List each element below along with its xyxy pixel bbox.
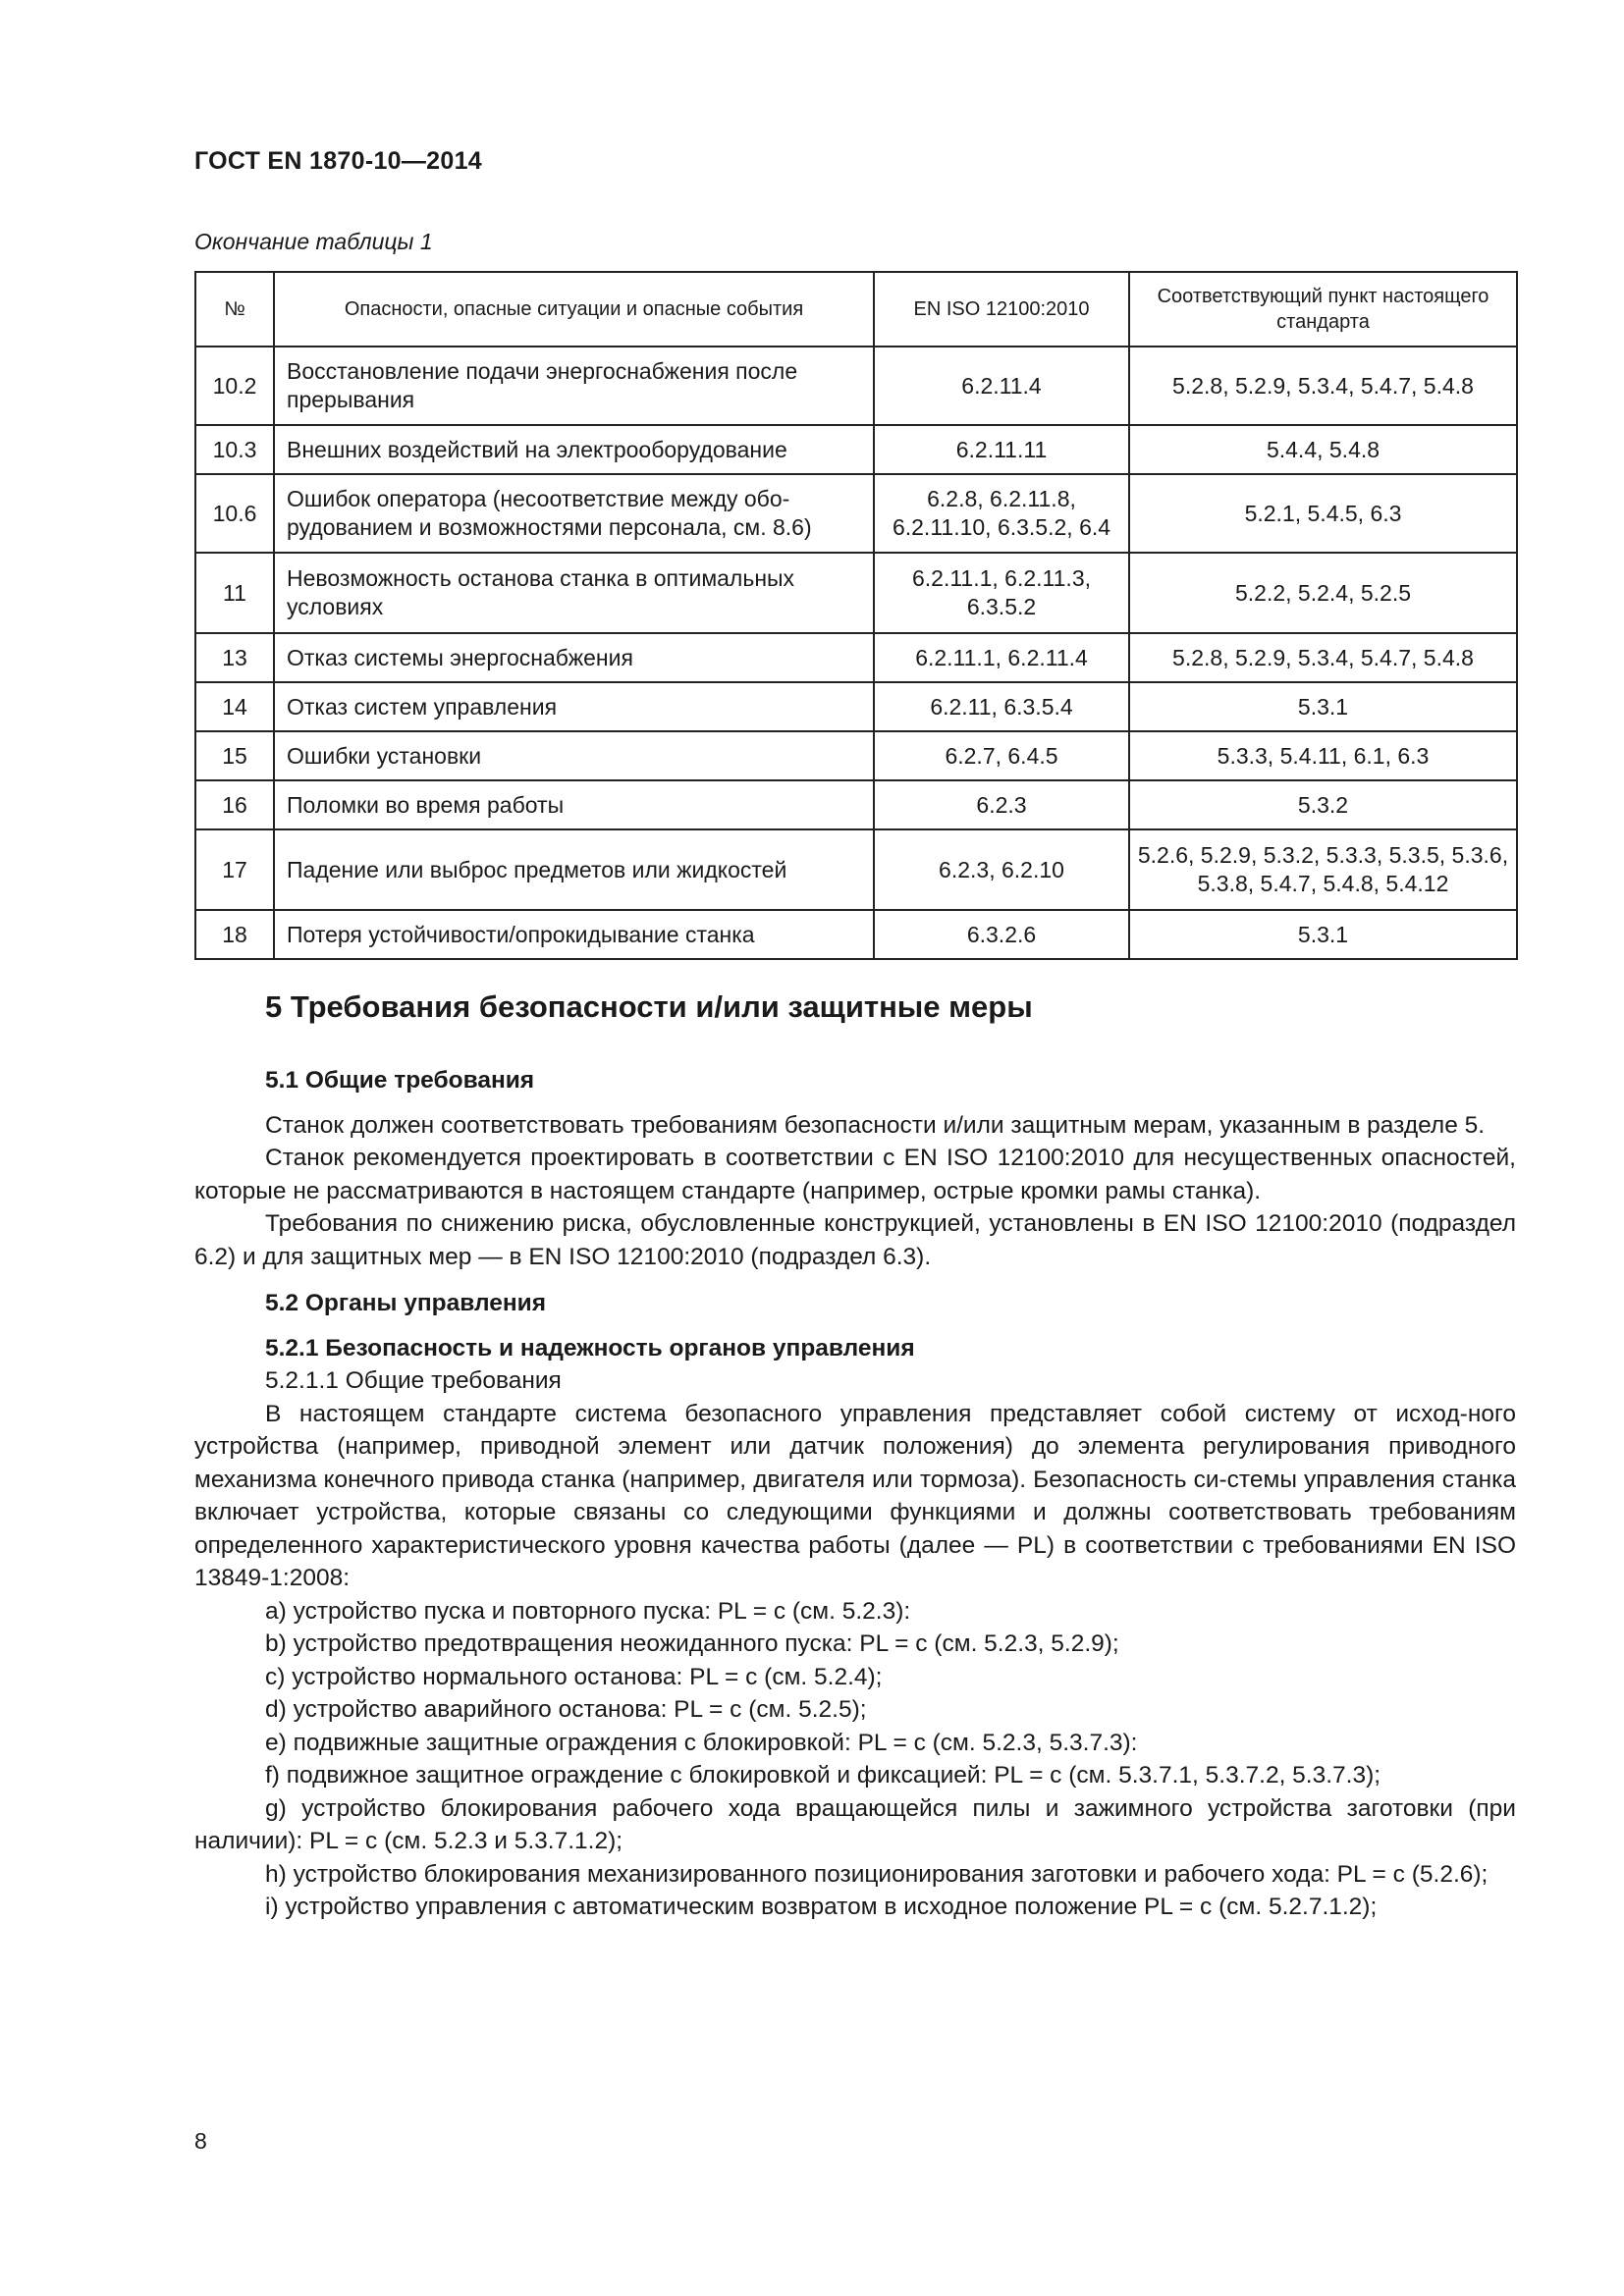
row-iso: 6.2.11.11: [874, 425, 1129, 474]
table-row: [195, 682, 1517, 731]
list-item: h) устройство блокирования механизированного позиционирования заготовки и рабочего хода: PL = c (5.2.6);: [265, 1860, 1489, 1888]
table-row: [195, 731, 1517, 780]
table-row: [195, 553, 1517, 633]
row-number: 18: [195, 910, 274, 959]
list-item: g) устройство блокирования рабочего хода вращающейся пилы и зажимного устройства заготовки (при наличии): PL = c (см. 5.2.3 и 5.3.7.1.2);: [194, 1794, 1516, 1854]
row-number: 10.2: [195, 347, 274, 425]
hazards-table: [194, 271, 1518, 960]
row-clause: 5.2.8, 5.2.9, 5.3.4, 5.4.7, 5.4.8: [1129, 633, 1517, 682]
table-caption: Окончание таблицы 1: [194, 229, 433, 254]
row-number: 16: [195, 780, 274, 829]
table-header-row: [195, 272, 1517, 347]
row-clause: 5.2.2, 5.2.4, 5.2.5: [1129, 553, 1517, 633]
row-clause: 5.3.2: [1129, 780, 1517, 829]
column-header-hazard: Опасности, опасные ситуации и опасные события: [274, 272, 874, 347]
list-item: c) устройство нормального останова: PL = c (см. 5.2.4);: [265, 1663, 883, 1690]
row-hazard: Отказ системы энергоснабжения: [274, 633, 874, 682]
column-header-number: №: [195, 272, 274, 347]
section-5-1-paragraph-3: Требования по снижению риска, обусловленные конструкцией, установлены в EN ISO 12100:2010 (подраздел 6.2) и для защитных мер — в EN ISO 12100:2010 (подраздел 6.3).: [194, 1210, 1516, 1270]
section-5-2-1-1-paragraph: В настоящем стандарте система безопасного управления представляет собой систему от исход-ного устройства (например, приводной элемент или датчик положения) до элемента регулирования приводного механизма конечного привода станка (например, двигателя или тормоза). Безопасность си-стемы управления станка включает устройства, которые связаны со следующими функциями и должны соответствовать требованиям определенного характеристического уровня качества работы (далее — PL) в соответствии с требованиями EN ISO 13849-1:2008:: [194, 1400, 1516, 1591]
row-number: 13: [195, 633, 274, 682]
row-iso: 6.2.3, 6.2.10: [874, 829, 1129, 910]
row-hazard: Невозможность останова станка в оптимальных условиях: [274, 553, 874, 633]
list-item: e) подвижные защитные ограждения с блокировкой: PL = c (см. 5.2.3, 5.3.7.3):: [265, 1729, 1138, 1756]
section-5-body: [194, 988, 1516, 1924]
table-row: [195, 829, 1517, 910]
document-header: ГОСТ EN 1870-10—2014: [194, 147, 482, 175]
row-number: 10.6: [195, 474, 274, 553]
row-iso: 6.2.11.1, 6.2.11.3, 6.3.5.2: [874, 553, 1129, 633]
table-row: [195, 780, 1517, 829]
row-clause: 5.2.8, 5.2.9, 5.3.4, 5.4.7, 5.4.8: [1129, 347, 1517, 425]
row-number: 15: [195, 731, 274, 780]
row-number: 10.3: [195, 425, 274, 474]
list-item: d) устройство аварийного останова: PL = c (см. 5.2.5);: [265, 1696, 867, 1723]
table-row: [195, 633, 1517, 682]
column-header-iso: EN ISO 12100:2010: [874, 272, 1129, 347]
section-5-1-paragraph-2: Станок рекомендуется проектировать в соответствии с EN ISO 12100:2010 для несущественных опасностей, которые не рассматриваются в настоящем стандарте (например, острые кромки рамы станка).: [194, 1145, 1516, 1204]
list-item: f) подвижное защитное ограждение с блокировкой и фиксацией: PL = c (см. 5.3.7.1, 5.3.7.2, 5.3.7.3);: [265, 1762, 1381, 1789]
row-hazard: Поломки во время работы: [274, 780, 874, 829]
row-iso: 6.2.11, 6.3.5.4: [874, 682, 1129, 731]
table-row: [195, 347, 1517, 425]
row-hazard: Восстановление подачи энергоснабжения после прерывания: [274, 347, 874, 425]
table-row: [195, 910, 1517, 959]
section-5-heading: 5 Требования безопасности и/или защитные меры: [265, 989, 1033, 1024]
section-5-2-1-heading: 5.2.1 Безопасность и надежность органов управления: [265, 1334, 915, 1362]
row-iso: 6.3.2.6: [874, 910, 1129, 959]
row-number: 17: [195, 829, 274, 910]
row-clause: 5.3.1: [1129, 910, 1517, 959]
row-hazard: Ошибки установки: [274, 731, 874, 780]
row-hazard: Падение или выброс предметов или жидкостей: [274, 829, 874, 910]
row-clause: 5.2.1, 5.4.5, 6.3: [1129, 474, 1517, 553]
row-iso: 6.2.3: [874, 780, 1129, 829]
row-number: 11: [195, 553, 274, 633]
table-row: [195, 474, 1517, 553]
list-item: i) устройство управления с автоматическим возвратом в исходное положение PL = c (см. 5.2.7.1.2);: [265, 1894, 1378, 1920]
section-5-1-paragraph-1: Станок должен соответствовать требованиям безопасности и/или защитным мерам, указанным в разделе 5.: [265, 1111, 1486, 1139]
list-item: a) устройство пуска и повторного пуска: PL = c (см. 5.2.3):: [265, 1597, 911, 1625]
row-iso: 6.2.7, 6.4.5: [874, 731, 1129, 780]
row-clause: 5.3.1: [1129, 682, 1517, 731]
row-iso: 6.2.11.4: [874, 347, 1129, 425]
row-clause: 5.3.3, 5.4.11, 6.1, 6.3: [1129, 731, 1517, 780]
section-5-2-heading: 5.2 Органы управления: [265, 1290, 547, 1316]
column-header-clause: Соответствующий пункт настоящего стандарта: [1129, 272, 1517, 347]
section-5-1-heading: 5.1 Общие требования: [265, 1067, 535, 1094]
row-clause: 5.4.4, 5.4.8: [1129, 425, 1517, 474]
row-hazard: Внешних воздействий на электрооборудование: [274, 425, 874, 474]
row-number: 14: [195, 682, 274, 731]
row-clause: 5.2.6, 5.2.9, 5.3.2, 5.3.3, 5.3.5, 5.3.6, 5.3.8, 5.4.7, 5.4.8, 5.4.12: [1129, 829, 1517, 910]
list-item: b) устройство предотвращения неожиданного пуска: PL = c (см. 5.2.3, 5.2.9);: [265, 1630, 1119, 1657]
row-hazard: Ошибок оператора (несоответствие между обо-рудованием и возможностями персонала, см. 8.6): [274, 474, 874, 553]
section-5-2-1-1-heading: 5.2.1.1 Общие требования: [265, 1367, 562, 1394]
row-hazard: Отказ систем управления: [274, 682, 874, 731]
row-iso: 6.2.11.1, 6.2.11.4: [874, 633, 1129, 682]
row-iso: 6.2.8, 6.2.11.8, 6.2.11.10, 6.3.5.2, 6.4: [874, 474, 1129, 553]
row-hazard: Потеря устойчивости/опрокидывание станка: [274, 910, 874, 959]
table-row: [195, 425, 1517, 474]
page-number: 8: [194, 2128, 207, 2154]
